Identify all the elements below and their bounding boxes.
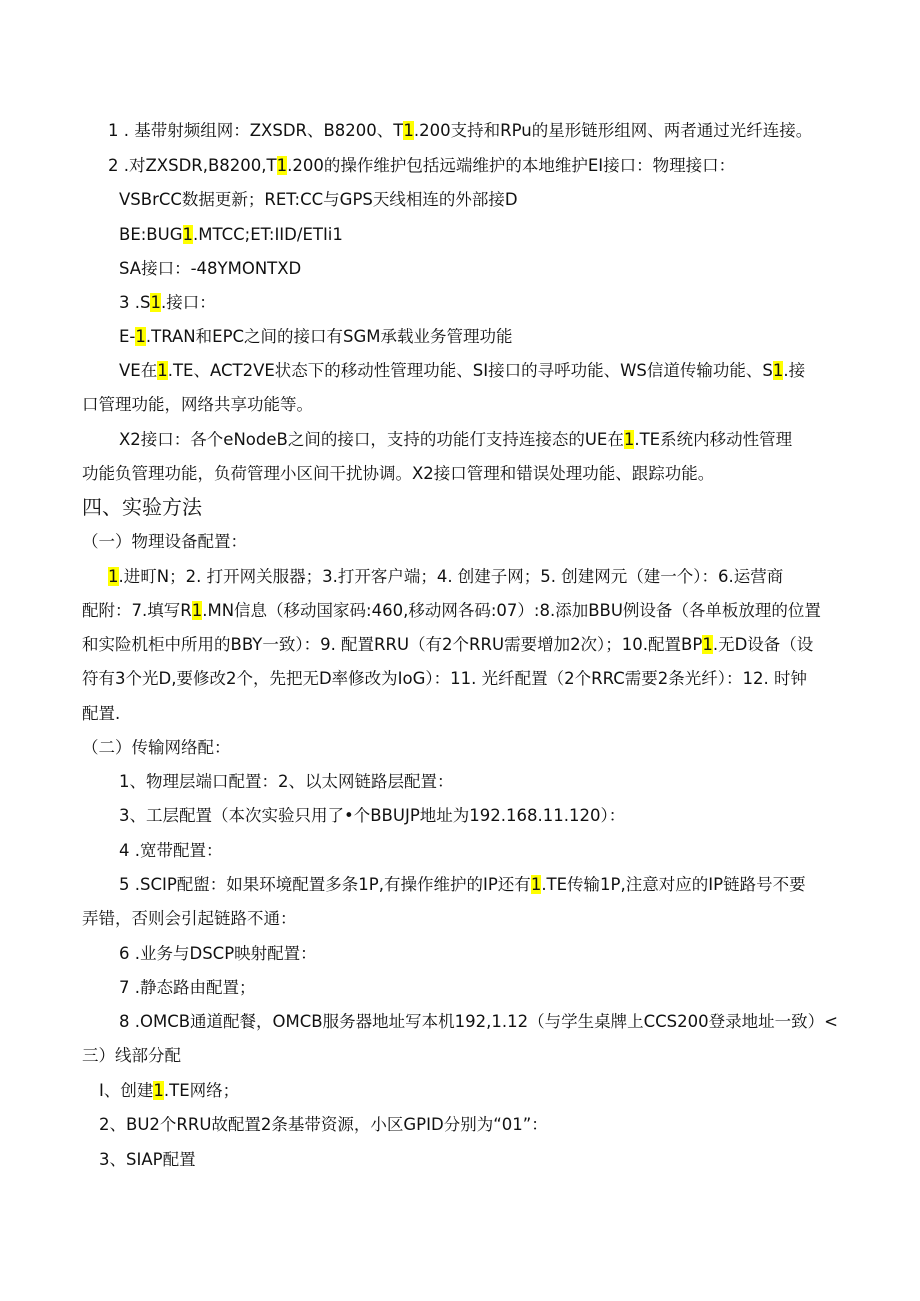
text-segment: .进町N；2. 打开网关服器；3.打开客户端；4. 创建子网；5. 创建网元（建一个）：6.运营商 (118, 567, 784, 586)
highlighted-text: 1 (135, 327, 146, 346)
text-segment: X2接口：各个eNodeB之间的接口，支持的功能仃支持连接态的UE在 (119, 430, 624, 449)
para-line (82, 703, 120, 725)
highlighted-text: 1 (157, 361, 168, 380)
text-segment: BE:BUG (119, 225, 183, 244)
para-line (119, 292, 216, 314)
para-line (99, 1114, 548, 1136)
para-line (119, 1011, 838, 1033)
para-line (119, 224, 343, 246)
text-segment: E- (119, 327, 136, 346)
highlighted-text: 1 (772, 361, 784, 380)
para-line (82, 634, 813, 656)
section-heading: 四、实验方法 (82, 495, 202, 519)
text-segment: 4 .宽带配置： (119, 841, 223, 860)
highlighted-text: 1 (153, 1081, 164, 1100)
para-line (119, 771, 454, 793)
para-line (99, 1080, 239, 1102)
para-line (119, 805, 625, 827)
text-segment: .TE系统内移动性管理 (634, 430, 793, 449)
text-segment: 配附：7.填写R (82, 601, 192, 620)
para-line (82, 600, 821, 622)
para-line (119, 360, 805, 382)
highlighted-text: 1 (276, 156, 288, 175)
highlighted-text: 1 (150, 293, 161, 312)
text-segment: （二）传输网络配： (82, 738, 231, 757)
text-segment: 三）线部分配 (82, 1046, 181, 1065)
text-segment: 6 .业务与DSCP映射配置： (119, 944, 317, 963)
para-line (119, 840, 223, 862)
text-segment: （一）物理设备配置： (82, 532, 247, 551)
text-segment: SA接口：-48YMONTXD (119, 259, 302, 278)
text-segment: 功能负管理功能，负荷管理小区间干扰协调。X2接口管理和错误处理功能、跟踪功能。 (82, 464, 715, 483)
para-line (119, 258, 301, 280)
para-line (119, 943, 317, 965)
text-segment: VSBrCC数据更新；RET:CC与GPS天线相连的外部接D (119, 190, 518, 209)
para-line (82, 1045, 181, 1067)
highlighted-text: 1 (403, 121, 414, 140)
text-segment: 3、SIAP配置 (99, 1150, 196, 1169)
text-segment: 3 .S (119, 293, 151, 312)
para-line (82, 463, 714, 485)
text-segment: I、创建 (99, 1081, 154, 1100)
para-line (119, 977, 256, 999)
para-line (119, 326, 513, 348)
text-segment: 和实险机柜中所用的BBY一致）：9. 配置RRU（有2个RRU需要增加2次）；10.配置BP (82, 635, 703, 654)
highlighted-text: 1 (191, 601, 203, 620)
para-line (99, 1149, 196, 1171)
text-segment: .TE传输1P,注意对应的IP链路号不要 (541, 875, 806, 894)
text-segment: .TE网络； (163, 1081, 240, 1100)
text-segment: .TRAN和EPC之间的接口有SGM承载业务管理功能 (145, 327, 513, 346)
para-line (119, 189, 518, 211)
highlighted-text: 1 (623, 430, 635, 449)
text-segment: 2、BU2个RRU故配置2条基带资源，小区GPID分别为“01”： (99, 1115, 548, 1134)
para-line (108, 566, 783, 588)
para-line (82, 737, 231, 759)
text-segment: .接 (783, 361, 806, 380)
text-segment: .MN信息（移动国家码:460,移动网各码:07）:8.添加BBU例设备（各单板放理的位置 (202, 601, 821, 620)
para-line (82, 908, 297, 930)
para-line (82, 668, 807, 690)
text-segment: .200支持和RPu的星形链形组网、两者通过光纤连接。 (413, 121, 813, 140)
text-segment: 7 .静态路由配置； (119, 978, 256, 997)
para-line (82, 531, 247, 553)
text-segment: 弄错，否则会引起链路不通： (82, 909, 297, 928)
text-segment: .TE、ACT2VE状态下的移动性管理功能、SI接口的寻呼功能、WS信道传输功能、S (167, 361, 773, 380)
text-segment: 口管理功能，网络共享功能等。 (82, 395, 313, 414)
para-line (108, 120, 812, 142)
para-line (119, 429, 792, 451)
para-line (119, 874, 806, 896)
text-segment: 1、物理层端口配置：2、以太网链路层配置： (119, 772, 454, 791)
text-segment: 2 .对ZXSDR,B8200,T (108, 156, 277, 175)
text-segment: .200的操作维护包括远端维护的本地维护EI接口：物理接口： (287, 156, 736, 175)
text-segment: 8 .OMCB通道配餐，OMCB服务器地址写本机192,1.12（与学生桌牌上CCS200登录地址一致）< (119, 1012, 838, 1031)
para-line (82, 394, 313, 416)
highlighted-text: 1 (530, 875, 542, 894)
text-segment: 符有3个光D,要修改2个，先把无D率修改为IoG）：11. 光纤配置（2个RRC需要2条光纤）：12. 时钟 (82, 669, 807, 688)
text-segment: 1 . 基带射频组网：ZXSDR、B8200、T (108, 121, 404, 140)
text-segment: 3、工层配置（本次实验只用了•个BBUJP地址为192.168.11.120）： (119, 806, 626, 825)
para-line (108, 155, 735, 177)
text-segment: .接口： (160, 293, 216, 312)
text-segment: VE在 (119, 361, 158, 380)
highlighted-text: 1 (702, 635, 713, 654)
text-segment: .无D设备（设 (712, 635, 814, 654)
text-segment: 配置. (82, 704, 121, 723)
text-segment: 5 .SCIP配盥：如果环境配置多条1P,有操作维护的IP还有 (119, 875, 531, 894)
highlighted-text: 1 (182, 225, 193, 244)
text-segment: .MTCC;ET:IID/ETIi1 (193, 225, 343, 244)
highlighted-text: 1 (108, 567, 119, 586)
